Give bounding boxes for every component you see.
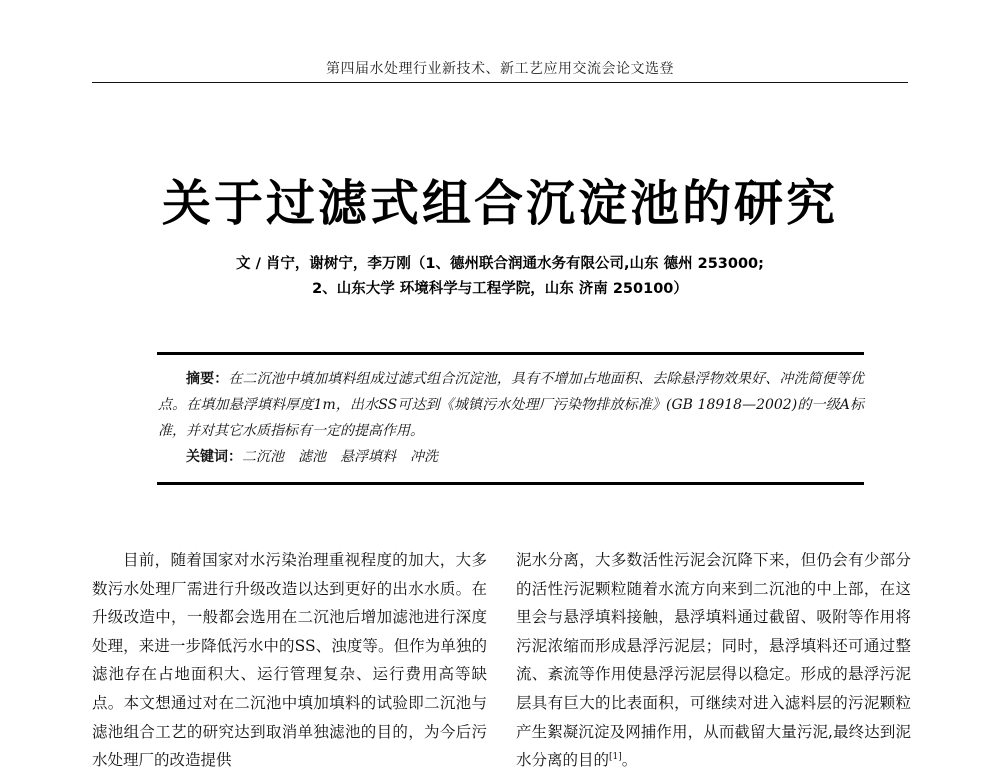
body-paragraph-right bbox=[516, 546, 911, 775]
body-text-right: 泥水分离，大多数活性污泥会沉降下来，但仍会有少部分的活性污泥颗粒随着水流方向来到二沉池的中上部，在这里会与悬浮填料接触，悬浮填料通过截留、吸附等作用将污泥浓缩而形成悬浮污泥层；同时，悬浮填料还可通过整流、紊流等作用使悬浮污泥层得以稳定。形成的悬浮污泥层具有巨大的比表面积，可继续对进入滤料层的污泥颗粒产生絮凝沉淀及网捕作用，从而截留大量污泥,最终达到泥水分离的目的 bbox=[516, 551, 911, 770]
header-rule bbox=[92, 82, 908, 83]
abstract-paragraph bbox=[158, 366, 864, 444]
keywords-paragraph bbox=[158, 444, 864, 470]
authors-line-2: 2、山东大学 环境科学与工程学院，山东 济南 250100） bbox=[312, 281, 688, 297]
keywords-text: 二沉池 滤池 悬浮填料 冲洗 bbox=[242, 449, 438, 465]
running-head: 第四届水处理行业新技术、新工艺应用交流会论文选登 bbox=[326, 61, 674, 77]
abstract-block bbox=[158, 366, 864, 470]
citation-ref: [1] bbox=[609, 752, 622, 762]
abstract-text: 在二沉池中填加填料组成过滤式组合沉淀池，具有不增加占地面积、去除悬浮物效果好、冲洗简便等优点。在填加悬浮填料厚度1m，出水SS可达到《城镇污水处理厂污染物排放标准》(GB 18918—2002)的一级A标准，并对其它水质指标有一定的提高作用。 bbox=[158, 371, 865, 439]
authors-block bbox=[0, 252, 1000, 302]
body-paragraph-left: 目前，随着国家对水污染治理重视程度的加大，大多数污水处理厂需进行升级改造以达到更好的出水水质。在升级改造中，一般都会选用在二沉池后增加滤池进行深度处理，来进一步降低污水中的SS、浊度等。但作为单独的滤池存在占地面积大、运行管理复杂、运行费用高等缺点。本文想通过对在二沉池中填加填料的试验即二沉池与滤池组合工艺的研究达到取消单独滤池的目的，为今后污水处理厂的改造提供 bbox=[92, 551, 487, 770]
abstract-label: 摘要： bbox=[186, 371, 229, 387]
keywords-label: 关键词： bbox=[186, 449, 242, 465]
abstract-top-rule bbox=[157, 352, 864, 355]
body-column-left bbox=[92, 546, 487, 775]
paper-title: 关于过滤式组合沉淀池的研究 bbox=[161, 174, 838, 232]
abstract-bottom-rule bbox=[157, 482, 864, 485]
body-column-right bbox=[516, 546, 911, 775]
body-text-right-end: 。 bbox=[621, 751, 638, 770]
authors-line-1: 文 / 肖宁，谢树宁，李万刚（1、德州联合润通水务有限公司,山东 德州 253000; bbox=[236, 256, 764, 272]
